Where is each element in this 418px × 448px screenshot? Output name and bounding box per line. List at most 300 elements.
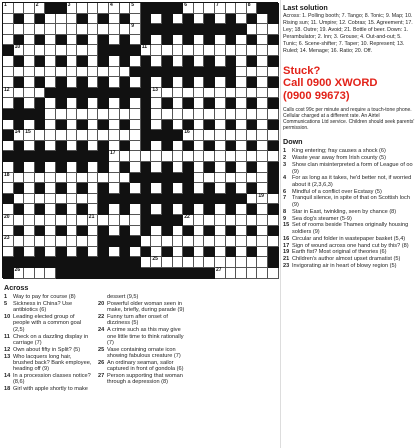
grid-cell[interactable] bbox=[35, 194, 46, 205]
grid-cell[interactable] bbox=[3, 247, 14, 258]
grid-cell[interactable] bbox=[173, 35, 184, 46]
grid-cell[interactable] bbox=[204, 151, 215, 162]
grid-cell[interactable] bbox=[45, 204, 56, 215]
grid-cell[interactable] bbox=[183, 130, 194, 141]
grid-cell[interactable] bbox=[151, 56, 162, 67]
grid-cell[interactable] bbox=[215, 120, 226, 131]
grid-cell[interactable] bbox=[173, 109, 184, 120]
grid-cell[interactable] bbox=[204, 236, 215, 247]
grid-cell[interactable] bbox=[183, 257, 194, 268]
grid-cell[interactable] bbox=[77, 67, 88, 78]
grid-cell[interactable] bbox=[130, 247, 141, 258]
grid-cell[interactable] bbox=[215, 173, 226, 184]
grid-cell[interactable] bbox=[236, 98, 247, 109]
grid-cell[interactable] bbox=[3, 162, 14, 173]
grid-cell[interactable] bbox=[247, 109, 258, 120]
grid-cell[interactable] bbox=[236, 226, 247, 237]
grid-cell[interactable] bbox=[35, 88, 46, 99]
grid-cell[interactable] bbox=[151, 45, 162, 56]
grid-cell[interactable] bbox=[215, 162, 226, 173]
grid-cell[interactable] bbox=[204, 109, 215, 120]
grid-cell[interactable] bbox=[14, 45, 25, 56]
grid-cell[interactable] bbox=[88, 3, 99, 14]
grid-cell[interactable] bbox=[24, 194, 35, 205]
grid-cell[interactable] bbox=[268, 88, 279, 99]
grid-cell[interactable] bbox=[3, 56, 14, 67]
grid-cell[interactable] bbox=[151, 183, 162, 194]
grid-cell[interactable] bbox=[45, 56, 56, 67]
grid-cell[interactable] bbox=[109, 98, 120, 109]
grid-cell[interactable] bbox=[56, 173, 67, 184]
grid-cell[interactable] bbox=[45, 173, 56, 184]
grid-cell[interactable] bbox=[88, 24, 99, 35]
grid-cell[interactable] bbox=[130, 120, 141, 131]
grid-cell[interactable] bbox=[45, 120, 56, 131]
grid-cell[interactable] bbox=[45, 141, 56, 152]
grid-cell[interactable] bbox=[226, 173, 237, 184]
grid-cell[interactable] bbox=[88, 109, 99, 120]
grid-cell[interactable] bbox=[45, 236, 56, 247]
grid-cell[interactable] bbox=[204, 173, 215, 184]
grid-cell[interactable] bbox=[268, 268, 279, 279]
grid-cell[interactable] bbox=[247, 268, 258, 279]
grid-cell[interactable] bbox=[67, 98, 78, 109]
grid-cell[interactable] bbox=[88, 77, 99, 88]
grid-cell[interactable] bbox=[236, 3, 247, 14]
grid-cell[interactable] bbox=[257, 215, 268, 226]
grid-cell[interactable] bbox=[45, 194, 56, 205]
grid-cell[interactable] bbox=[35, 24, 46, 35]
grid-cell[interactable] bbox=[173, 88, 184, 99]
grid-cell[interactable] bbox=[247, 130, 258, 141]
grid-cell[interactable] bbox=[173, 162, 184, 173]
grid-cell[interactable] bbox=[45, 35, 56, 46]
grid-cell[interactable] bbox=[67, 183, 78, 194]
grid-cell[interactable] bbox=[215, 151, 226, 162]
grid-cell[interactable] bbox=[35, 173, 46, 184]
grid-cell[interactable] bbox=[204, 257, 215, 268]
grid-cell[interactable] bbox=[194, 98, 205, 109]
grid-cell[interactable] bbox=[98, 3, 109, 14]
grid-cell[interactable] bbox=[236, 45, 247, 56]
grid-cell[interactable] bbox=[56, 45, 67, 56]
grid-cell[interactable] bbox=[88, 45, 99, 56]
grid-cell[interactable] bbox=[194, 247, 205, 258]
grid-cell[interactable] bbox=[67, 215, 78, 226]
grid-cell[interactable] bbox=[98, 109, 109, 120]
grid-cell[interactable] bbox=[130, 215, 141, 226]
grid-cell[interactable] bbox=[183, 88, 194, 99]
grid-cell[interactable] bbox=[88, 130, 99, 141]
grid-cell[interactable] bbox=[109, 204, 120, 215]
grid-cell[interactable] bbox=[226, 3, 237, 14]
grid-cell[interactable] bbox=[3, 141, 14, 152]
grid-cell[interactable] bbox=[67, 173, 78, 184]
grid-cell[interactable] bbox=[56, 24, 67, 35]
grid-cell[interactable] bbox=[35, 67, 46, 78]
grid-cell[interactable] bbox=[14, 268, 25, 279]
grid-cell[interactable] bbox=[35, 215, 46, 226]
grid-cell[interactable] bbox=[257, 109, 268, 120]
grid-cell[interactable] bbox=[204, 88, 215, 99]
grid-cell[interactable] bbox=[67, 24, 78, 35]
grid-cell[interactable] bbox=[226, 45, 237, 56]
grid-cell[interactable] bbox=[194, 109, 205, 120]
grid-cell[interactable] bbox=[257, 98, 268, 109]
grid-cell[interactable] bbox=[14, 88, 25, 99]
grid-cell[interactable] bbox=[67, 67, 78, 78]
grid-cell[interactable] bbox=[120, 130, 131, 141]
grid-cell[interactable] bbox=[3, 236, 14, 247]
grid-cell[interactable] bbox=[24, 98, 35, 109]
grid-cell[interactable] bbox=[109, 151, 120, 162]
grid-cell[interactable] bbox=[14, 236, 25, 247]
grid-cell[interactable] bbox=[109, 56, 120, 67]
grid-cell[interactable] bbox=[24, 67, 35, 78]
grid-cell[interactable] bbox=[151, 204, 162, 215]
grid-cell[interactable] bbox=[24, 204, 35, 215]
grid-cell[interactable] bbox=[257, 56, 268, 67]
grid-cell[interactable] bbox=[24, 14, 35, 25]
grid-cell[interactable] bbox=[215, 236, 226, 247]
grid-cell[interactable] bbox=[194, 77, 205, 88]
grid-cell[interactable] bbox=[247, 236, 258, 247]
grid-cell[interactable] bbox=[24, 215, 35, 226]
grid-cell[interactable] bbox=[35, 3, 46, 14]
grid-cell[interactable] bbox=[130, 141, 141, 152]
grid-cell[interactable] bbox=[98, 24, 109, 35]
grid-cell[interactable] bbox=[98, 67, 109, 78]
grid-cell[interactable] bbox=[151, 257, 162, 268]
grid-cell[interactable] bbox=[236, 257, 247, 268]
grid-cell[interactable] bbox=[77, 173, 88, 184]
grid-cell[interactable] bbox=[236, 236, 247, 247]
grid-cell[interactable] bbox=[194, 45, 205, 56]
grid-cell[interactable] bbox=[45, 14, 56, 25]
grid-cell[interactable] bbox=[24, 88, 35, 99]
grid-cell[interactable] bbox=[236, 141, 247, 152]
grid-cell[interactable] bbox=[3, 14, 14, 25]
grid-cell[interactable] bbox=[98, 215, 109, 226]
grid-cell[interactable] bbox=[88, 98, 99, 109]
grid-cell[interactable] bbox=[162, 151, 173, 162]
grid-cell[interactable] bbox=[257, 45, 268, 56]
grid-cell[interactable] bbox=[194, 215, 205, 226]
grid-cell[interactable] bbox=[247, 151, 258, 162]
grid-cell[interactable] bbox=[14, 3, 25, 14]
grid-cell[interactable] bbox=[109, 247, 120, 258]
grid-cell[interactable] bbox=[45, 247, 56, 258]
grid-cell[interactable] bbox=[130, 109, 141, 120]
grid-cell[interactable] bbox=[215, 109, 226, 120]
grid-cell[interactable] bbox=[88, 226, 99, 237]
grid-cell[interactable] bbox=[14, 215, 25, 226]
grid-cell[interactable] bbox=[3, 88, 14, 99]
grid-cell[interactable] bbox=[215, 88, 226, 99]
grid-cell[interactable] bbox=[120, 67, 131, 78]
grid-cell[interactable] bbox=[67, 247, 78, 258]
grid-cell[interactable] bbox=[3, 120, 14, 131]
grid-cell[interactable] bbox=[215, 130, 226, 141]
grid-cell[interactable] bbox=[215, 268, 226, 279]
grid-cell[interactable] bbox=[77, 45, 88, 56]
grid-cell[interactable] bbox=[24, 35, 35, 46]
grid-cell[interactable] bbox=[109, 226, 120, 237]
grid-cell[interactable] bbox=[45, 24, 56, 35]
grid-cell[interactable] bbox=[88, 247, 99, 258]
grid-cell[interactable] bbox=[109, 14, 120, 25]
grid-cell[interactable] bbox=[67, 45, 78, 56]
grid-cell[interactable] bbox=[226, 236, 237, 247]
grid-cell[interactable] bbox=[120, 151, 131, 162]
grid-cell[interactable] bbox=[215, 98, 226, 109]
grid-cell[interactable] bbox=[120, 109, 131, 120]
grid-cell[interactable] bbox=[56, 215, 67, 226]
grid-cell[interactable] bbox=[215, 183, 226, 194]
grid-cell[interactable] bbox=[98, 173, 109, 184]
grid-cell[interactable] bbox=[236, 204, 247, 215]
grid-cell[interactable] bbox=[130, 35, 141, 46]
grid-cell[interactable] bbox=[88, 14, 99, 25]
grid-cell[interactable] bbox=[130, 56, 141, 67]
grid-cell[interactable] bbox=[45, 183, 56, 194]
grid-cell[interactable] bbox=[226, 268, 237, 279]
grid-cell[interactable] bbox=[194, 141, 205, 152]
grid-cell[interactable] bbox=[24, 24, 35, 35]
grid-cell[interactable] bbox=[215, 56, 226, 67]
grid-cell[interactable] bbox=[151, 151, 162, 162]
grid-cell[interactable] bbox=[236, 162, 247, 173]
grid-cell[interactable] bbox=[45, 268, 56, 279]
grid-cell[interactable] bbox=[67, 56, 78, 67]
grid-cell[interactable] bbox=[247, 215, 258, 226]
grid-cell[interactable] bbox=[194, 56, 205, 67]
grid-cell[interactable] bbox=[183, 3, 194, 14]
grid-cell[interactable] bbox=[35, 268, 46, 279]
grid-cell[interactable] bbox=[67, 141, 78, 152]
grid-cell[interactable] bbox=[194, 130, 205, 141]
grid-cell[interactable] bbox=[24, 236, 35, 247]
grid-cell[interactable] bbox=[257, 204, 268, 215]
grid-cell[interactable] bbox=[257, 14, 268, 25]
grid-cell[interactable] bbox=[14, 130, 25, 141]
grid-cell[interactable] bbox=[257, 226, 268, 237]
grid-cell[interactable] bbox=[236, 35, 247, 46]
grid-cell[interactable] bbox=[257, 67, 268, 78]
grid-cell[interactable] bbox=[151, 120, 162, 131]
grid-cell[interactable] bbox=[194, 14, 205, 25]
grid-cell[interactable] bbox=[109, 215, 120, 226]
grid-cell[interactable] bbox=[247, 194, 258, 205]
grid-cell[interactable] bbox=[151, 88, 162, 99]
grid-cell[interactable] bbox=[236, 14, 247, 25]
grid-cell[interactable] bbox=[151, 35, 162, 46]
grid-cell[interactable] bbox=[236, 173, 247, 184]
grid-cell[interactable] bbox=[173, 247, 184, 258]
grid-cell[interactable] bbox=[226, 109, 237, 120]
grid-cell[interactable] bbox=[67, 35, 78, 46]
grid-cell[interactable] bbox=[173, 151, 184, 162]
grid-cell[interactable] bbox=[45, 130, 56, 141]
grid-cell[interactable] bbox=[130, 77, 141, 88]
grid-cell[interactable] bbox=[151, 226, 162, 237]
grid-cell[interactable] bbox=[35, 45, 46, 56]
grid-cell[interactable] bbox=[268, 45, 279, 56]
grid-cell[interactable] bbox=[130, 183, 141, 194]
grid-cell[interactable] bbox=[3, 24, 14, 35]
grid-cell[interactable] bbox=[14, 67, 25, 78]
grid-cell[interactable] bbox=[3, 35, 14, 46]
grid-cell[interactable] bbox=[194, 183, 205, 194]
grid-cell[interactable] bbox=[24, 183, 35, 194]
grid-cell[interactable] bbox=[130, 24, 141, 35]
grid-cell[interactable] bbox=[247, 24, 258, 35]
grid-cell[interactable] bbox=[45, 67, 56, 78]
grid-cell[interactable] bbox=[183, 236, 194, 247]
grid-cell[interactable] bbox=[194, 204, 205, 215]
grid-cell[interactable] bbox=[24, 3, 35, 14]
grid-cell[interactable] bbox=[77, 109, 88, 120]
grid-cell[interactable] bbox=[236, 67, 247, 78]
grid-cell[interactable] bbox=[204, 3, 215, 14]
grid-cell[interactable] bbox=[3, 98, 14, 109]
grid-cell[interactable] bbox=[268, 151, 279, 162]
grid-cell[interactable] bbox=[88, 162, 99, 173]
grid-cell[interactable] bbox=[67, 226, 78, 237]
grid-cell[interactable] bbox=[67, 194, 78, 205]
grid-cell[interactable] bbox=[67, 109, 78, 120]
grid-cell[interactable] bbox=[257, 236, 268, 247]
grid-cell[interactable] bbox=[88, 56, 99, 67]
grid-cell[interactable] bbox=[247, 67, 258, 78]
grid-cell[interactable] bbox=[204, 45, 215, 56]
grid-cell[interactable] bbox=[257, 162, 268, 173]
grid-cell[interactable] bbox=[236, 215, 247, 226]
grid-cell[interactable] bbox=[120, 24, 131, 35]
grid-cell[interactable] bbox=[194, 257, 205, 268]
grid-cell[interactable] bbox=[130, 3, 141, 14]
grid-cell[interactable] bbox=[24, 173, 35, 184]
grid-cell[interactable] bbox=[77, 215, 88, 226]
grid-cell[interactable] bbox=[173, 183, 184, 194]
grid-cell[interactable] bbox=[194, 88, 205, 99]
grid-cell[interactable] bbox=[67, 162, 78, 173]
grid-cell[interactable] bbox=[268, 67, 279, 78]
grid-cell[interactable] bbox=[226, 151, 237, 162]
grid-cell[interactable] bbox=[215, 14, 226, 25]
grid-cell[interactable] bbox=[14, 24, 25, 35]
grid-cell[interactable] bbox=[257, 247, 268, 258]
grid-cell[interactable] bbox=[109, 35, 120, 46]
grid-cell[interactable] bbox=[247, 173, 258, 184]
grid-cell[interactable] bbox=[151, 14, 162, 25]
grid-cell[interactable] bbox=[173, 56, 184, 67]
grid-cell[interactable] bbox=[247, 257, 258, 268]
grid-cell[interactable] bbox=[183, 151, 194, 162]
grid-cell[interactable] bbox=[56, 194, 67, 205]
grid-cell[interactable] bbox=[162, 257, 173, 268]
grid-cell[interactable] bbox=[194, 173, 205, 184]
grid-cell[interactable] bbox=[14, 173, 25, 184]
grid-cell[interactable] bbox=[109, 3, 120, 14]
grid-cell[interactable] bbox=[120, 215, 131, 226]
grid-cell[interactable] bbox=[268, 130, 279, 141]
grid-cell[interactable] bbox=[56, 130, 67, 141]
grid-cell[interactable] bbox=[268, 109, 279, 120]
grid-cell[interactable] bbox=[141, 257, 152, 268]
grid-cell[interactable] bbox=[77, 24, 88, 35]
grid-cell[interactable] bbox=[24, 77, 35, 88]
grid-cell[interactable] bbox=[257, 120, 268, 131]
grid-cell[interactable] bbox=[215, 141, 226, 152]
grid-cell[interactable] bbox=[67, 236, 78, 247]
grid-cell[interactable] bbox=[257, 35, 268, 46]
grid-cell[interactable] bbox=[45, 215, 56, 226]
grid-cell[interactable] bbox=[215, 77, 226, 88]
grid-cell[interactable] bbox=[173, 120, 184, 131]
grid-cell[interactable] bbox=[226, 257, 237, 268]
grid-cell[interactable] bbox=[162, 236, 173, 247]
grid-cell[interactable] bbox=[67, 204, 78, 215]
grid-cell[interactable] bbox=[130, 162, 141, 173]
grid-cell[interactable] bbox=[45, 162, 56, 173]
grid-cell[interactable] bbox=[194, 3, 205, 14]
grid-cell[interactable] bbox=[109, 77, 120, 88]
grid-cell[interactable] bbox=[24, 45, 35, 56]
grid-cell[interactable] bbox=[194, 35, 205, 46]
grid-cell[interactable] bbox=[67, 130, 78, 141]
grid-cell[interactable] bbox=[120, 3, 131, 14]
grid-cell[interactable] bbox=[194, 151, 205, 162]
grid-cell[interactable] bbox=[247, 3, 258, 14]
grid-cell[interactable] bbox=[183, 45, 194, 56]
grid-cell[interactable] bbox=[77, 236, 88, 247]
grid-cell[interactable] bbox=[88, 194, 99, 205]
grid-cell[interactable] bbox=[67, 14, 78, 25]
grid-cell[interactable] bbox=[268, 24, 279, 35]
grid-cell[interactable] bbox=[236, 130, 247, 141]
grid-cell[interactable] bbox=[173, 77, 184, 88]
grid-cell[interactable] bbox=[3, 173, 14, 184]
grid-cell[interactable] bbox=[109, 24, 120, 35]
grid-cell[interactable] bbox=[183, 109, 194, 120]
grid-cell[interactable] bbox=[257, 173, 268, 184]
grid-cell[interactable] bbox=[236, 77, 247, 88]
grid-cell[interactable] bbox=[3, 3, 14, 14]
grid-cell[interactable] bbox=[173, 141, 184, 152]
grid-cell[interactable] bbox=[257, 151, 268, 162]
grid-cell[interactable] bbox=[215, 3, 226, 14]
grid-cell[interactable] bbox=[151, 109, 162, 120]
grid-cell[interactable] bbox=[24, 141, 35, 152]
grid-cell[interactable] bbox=[3, 183, 14, 194]
grid-cell[interactable] bbox=[226, 130, 237, 141]
grid-cell[interactable] bbox=[215, 45, 226, 56]
grid-cell[interactable] bbox=[236, 247, 247, 258]
grid-cell[interactable] bbox=[215, 247, 226, 258]
grid-cell[interactable] bbox=[204, 130, 215, 141]
grid-cell[interactable] bbox=[88, 141, 99, 152]
grid-cell[interactable] bbox=[130, 204, 141, 215]
grid-cell[interactable] bbox=[215, 226, 226, 237]
grid-cell[interactable] bbox=[257, 268, 268, 279]
grid-cell[interactable] bbox=[257, 77, 268, 88]
grid-cell[interactable] bbox=[56, 14, 67, 25]
grid-cell[interactable] bbox=[215, 215, 226, 226]
grid-cell[interactable] bbox=[173, 98, 184, 109]
grid-cell[interactable] bbox=[141, 236, 152, 247]
grid-cell[interactable] bbox=[88, 67, 99, 78]
